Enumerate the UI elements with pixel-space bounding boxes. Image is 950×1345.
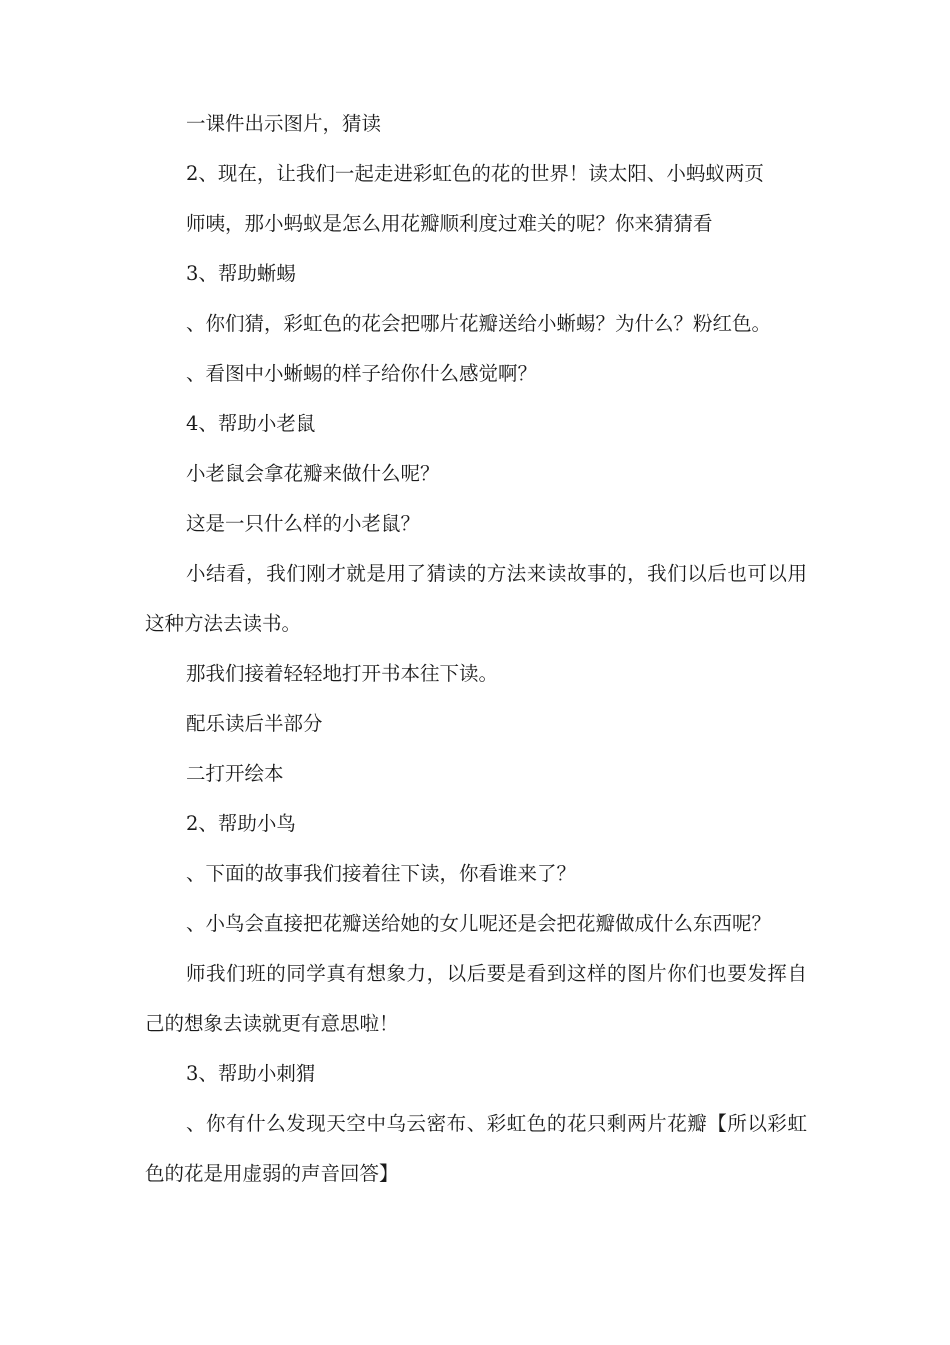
paragraph: 师咦，那小蚂蚁是怎么用花瓣顺利度过难关的呢？你来猜猜看 — [186, 212, 713, 235]
paragraph: 小结看，我们刚才就是用了猜读的方法来读故事的，我们以后也可以用这种方法去读书。 — [145, 562, 807, 635]
document-body — [145, 99, 807, 1199]
paragraph: 这是一只什么样的小老鼠？ — [186, 512, 421, 535]
paragraph: 2、帮助小鸟 — [186, 812, 296, 835]
paragraph: 4、帮助小老鼠 — [186, 412, 316, 435]
paragraph: 、下面的故事我们接着往下读，你看谁来了？ — [186, 862, 577, 885]
paragraph: 3、帮助蜥蜴 — [186, 262, 296, 285]
paragraph: 、你有什么发现天空中乌云密布、彩虹色的花只剩两片花瓣【所以彩虹色的花是用虚弱的声音回答】 — [145, 1112, 807, 1185]
paragraph: 那我们接着轻轻地打开书本往下读。 — [186, 662, 499, 685]
paragraph: 、小鸟会直接把花瓣送给她的女儿呢还是会把花瓣做成什么东西呢？ — [186, 912, 772, 935]
paragraph: 、看图中小蜥蜴的样子给你什么感觉啊？ — [186, 362, 538, 385]
paragraph: 3、帮助小刺猬 — [186, 1062, 316, 1085]
paragraph: 2、现在，让我们一起走进彩虹色的花的世界！读太阳、小蚂蚁两页 — [186, 162, 764, 185]
paragraph: 二打开绘本 — [186, 762, 284, 785]
paragraph: 师我们班的同学真有想象力，以后要是看到这样的图片你们也要发挥自己的想象去读就更有意思啦！ — [145, 962, 807, 1035]
paragraph: 、你们猜，彩虹色的花会把哪片花瓣送给小蜥蜴？为什么？粉红色。 — [186, 312, 772, 335]
paragraph: 小老鼠会拿花瓣来做什么呢？ — [186, 462, 440, 485]
paragraph: 配乐读后半部分 — [186, 712, 323, 735]
paragraph: 一课件出示图片，猜读 — [186, 112, 382, 135]
